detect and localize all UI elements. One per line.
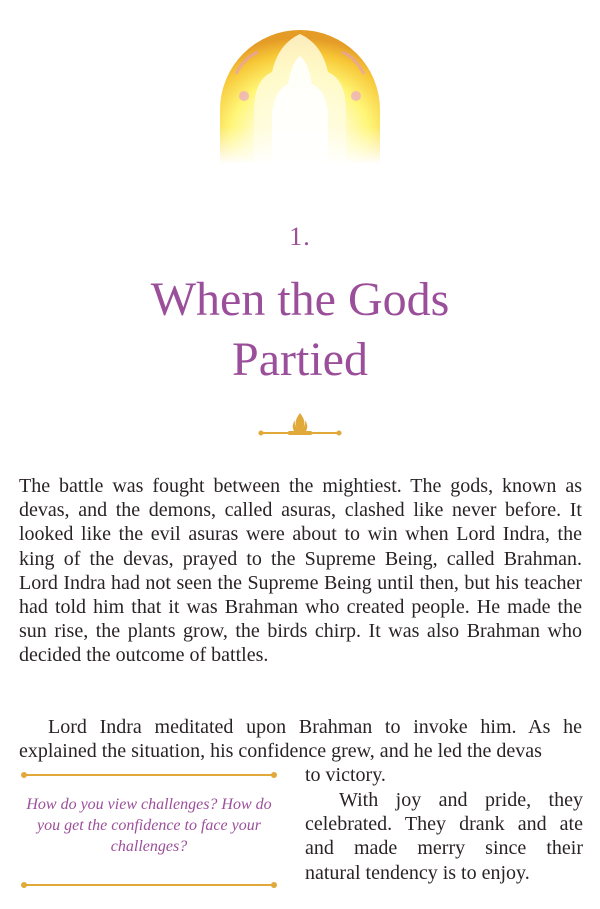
callout-question: How do you view challenges? How do you get the confidence to face your challenges? — [26, 796, 272, 855]
flame-divider-ornament — [258, 410, 342, 440]
body-paragraph-1: The battle was fought between the mightiest. The gods, known as devas, and the demons, called asuras, clashed like never before. It looked like the evil asuras were about to win when Lord Indra, the king of the devas, prayed to the Supreme Being, called Brahman. Lord Indra had not seen the Supreme Being until then, but his teacher had told him that it was Brahman who created people. He made the sun rise, the plants grow, the birds chirp. It was also Brahman who decided the outcome of battles. — [19, 475, 582, 667]
chapter-title-line-2: Partied — [232, 333, 368, 386]
reflection-callout — [20, 770, 278, 894]
callout-top-rule — [20, 770, 278, 780]
temple-arch-emblem — [214, 14, 386, 164]
callout-bottom-rule — [20, 880, 278, 890]
chapter-title-line-1: When the Gods — [150, 273, 450, 326]
chapter-title — [0, 270, 600, 390]
body-paragraph-3: With joy and pride, they celebrated. They drank and ate and made merry since their natural tendency is to enjoy. — [305, 789, 583, 884]
body-paragraph-2-end: to victory. — [305, 764, 386, 786]
chapter-number: 1. — [289, 222, 311, 251]
body-paragraph-2: Lord Indra meditated upon Brahman to invoke him. As he explained the situation, his confidence grew, and he led the devas — [19, 716, 582, 763]
